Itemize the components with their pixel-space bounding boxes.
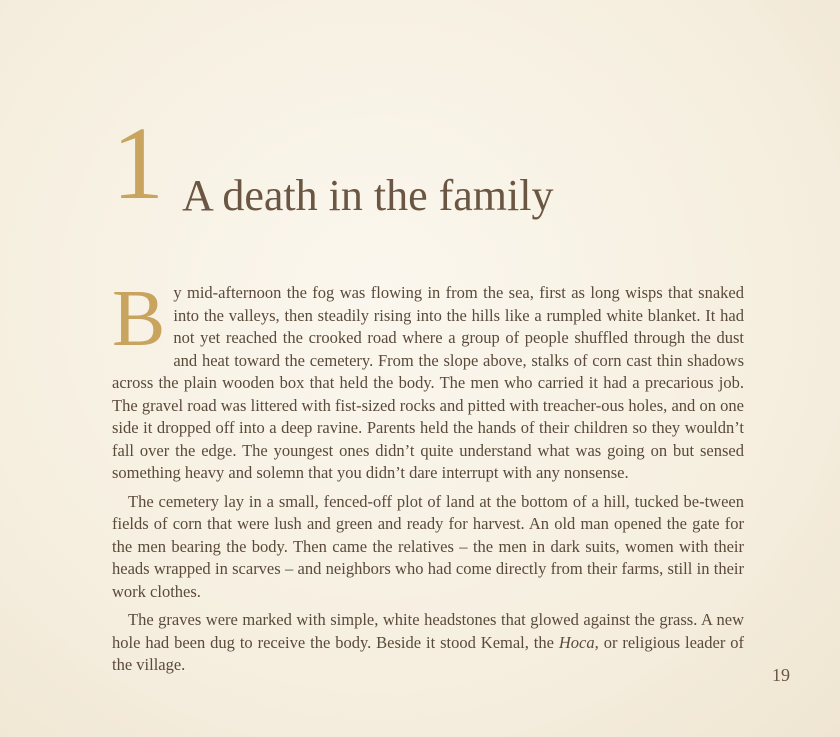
paragraph-3-italic-term: Hoca xyxy=(558,632,595,652)
page-number: 19 xyxy=(772,665,790,685)
paragraph-2 xyxy=(112,491,744,604)
chapter-title: A death in the family xyxy=(182,171,554,220)
chapter-body xyxy=(112,275,744,683)
paragraph-3-text-before: The graves were marked with simple, white headstones that glowed against the grass. A new hole had been dug to receive the body. Beside it stood Kemal, the xyxy=(112,610,744,652)
paragraph-3 xyxy=(112,609,744,677)
chapter-number: 1 xyxy=(112,106,164,221)
paragraph-1-text: y mid-afternoon the fog was flowing in from the sea, first as long wisps that snaked into the valleys, then steadily rising into the hills like a rumpled white blanket. It had not yet reached the crooked road where a group of people shuffled through the dust and heat toward the cemetery. From the slope above, stalks of corn cast thin shadows across the plain wooden box that held the body. The men who carried it had a precarious job. The gravel road was littered with fist-sized rocks and pitted with treacher-ous holes, and on one side it dropped off into a deep ravine. Parents held the hands of their children so they wouldn’t fall over the edge. The youngest ones didn’t quite understand what was going on but sensed something heavy and solemn that you didn’t dare interrupt with any nonsense. xyxy=(112,283,744,482)
paragraph-1 xyxy=(112,275,744,485)
paragraph-3-text-after: , or religious leader of the village. xyxy=(112,632,744,674)
chapter-header xyxy=(112,106,752,222)
paragraph-2-text: The cemetery lay in a small, fenced-off plot of land at the bottom of a hill, tucked be-tween fields of corn that were lush and green and ready for harvest. An old man opened the gate for the men bearing the body. Then came the relatives – the men in dark suits, women with their heads wrapped in scarves – and neighbors who had come directly from their farms, still in their work clothes. xyxy=(112,491,744,601)
drop-cap: B xyxy=(112,275,166,363)
